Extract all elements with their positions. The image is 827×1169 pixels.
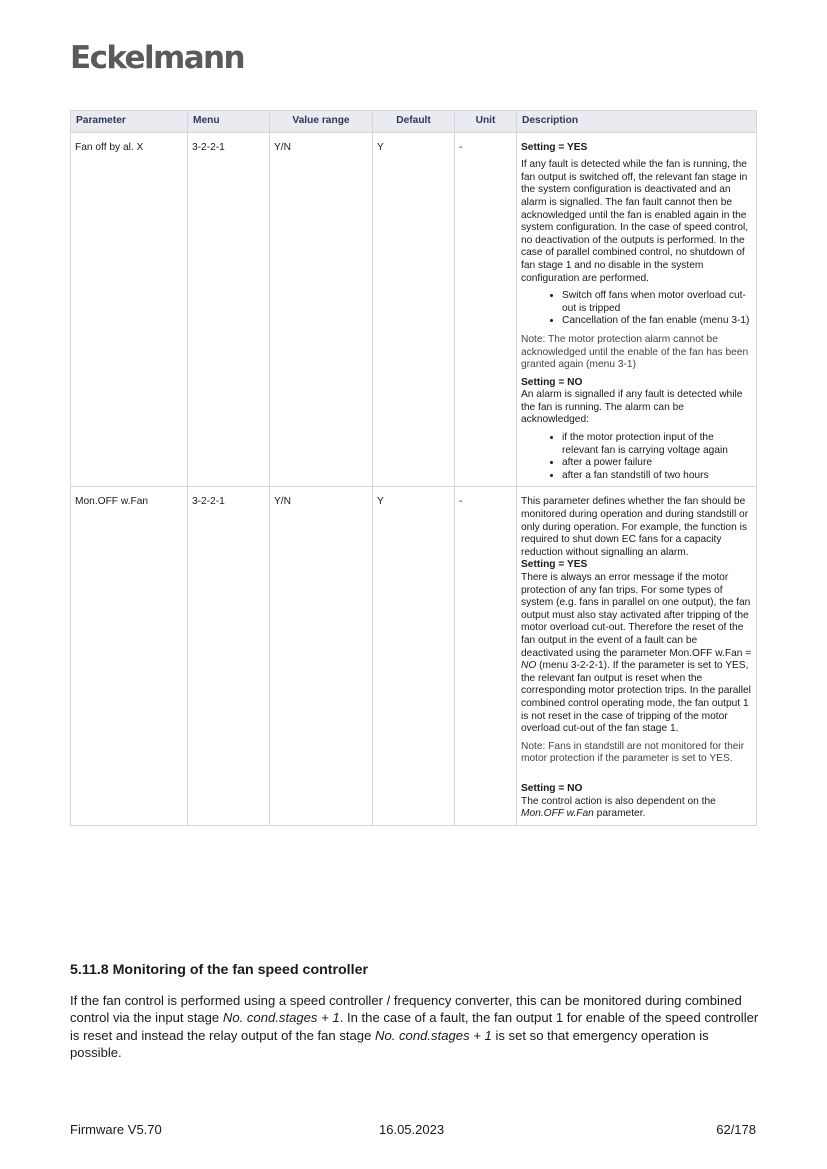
cell-parameter: Fan off by al. X: [71, 132, 188, 487]
setting-yes-text-em: NO: [521, 660, 537, 672]
col-header-default: Default: [373, 111, 455, 133]
cell-description: [517, 487, 757, 825]
col-header-description: Description: [517, 111, 757, 133]
paragraph-part-2: . In the case of a fault, the fan output 1 for enable of the speed controller is reset and instead the relay output of the fan stage: [70, 1010, 759, 1043]
setting-yes-heading: Setting = YES: [521, 559, 588, 571]
cell-parameter: Mon.OFF w.Fan: [71, 487, 188, 825]
cell-default: Y: [373, 132, 455, 487]
note-text: Note: The motor protection alarm cannot be acknowledged until the enable of the fan has been granted again (menu 3-1): [521, 333, 749, 371]
setting-no-text-em: Mon.OFF w.Fan: [521, 808, 594, 820]
setting-yes-text: [521, 572, 752, 736]
table-row: [71, 487, 757, 825]
col-header-value-range: Value range: [270, 111, 373, 133]
list-item: • after a fan standstill of two hours: [562, 470, 752, 483]
col-header-parameter: Parameter: [71, 111, 188, 133]
setting-no-text-end: parameter.: [593, 808, 646, 820]
cell-description: [517, 132, 757, 487]
setting-yes-text: If any fault is detected while the fan is running, the fan output is switched off, the relevant fan stage in the system configuration is deactivated and an alarm is signalled. The fan fault cannot then be acknowledged until the fan is enabled again in the system configuration. In the case of speed control, no deactivation of the outputs is performed. In the case of parallel combined control, no shutdown of fan stage 1 and no disable in the system configuration are performed.: [521, 159, 749, 284]
setting-yes-heading: Setting = YES: [521, 141, 588, 153]
paragraph-em-2: No. cond.stages + 1: [375, 1027, 492, 1043]
parameter-table: [70, 110, 757, 826]
list-item: • if the motor protection input of the relevant fan is carrying voltage again: [562, 432, 752, 457]
section-paragraph: [70, 992, 760, 1062]
cell-menu: 3-2-2-1: [188, 487, 270, 825]
setting-no-heading: Setting = NO: [521, 782, 583, 794]
setting-no-text-main: The control action is also dependent on the: [521, 795, 716, 807]
company-logo: Eckelmann: [70, 40, 244, 76]
paragraph-part-1: If the fan control is performed using a speed controller / frequency converter, this can be monitored during combined control via the input stage: [70, 993, 742, 1026]
cell-unit: -: [455, 132, 517, 487]
setting-yes-text-b: (menu 3-2-2-1). If the parameter is set to YES, the relevant fan output is reset when the corresponding motor protection trips. In the parallel combined control operating mode, the fan output 1 is not reset in the case of tripping of the motor overload cut-out of the fan stage 1.: [521, 660, 751, 735]
col-header-menu: Menu: [188, 111, 270, 133]
cell-value-range: Y/N: [270, 487, 373, 825]
list-item: • after a power failure: [562, 457, 752, 470]
paragraph-part-3: is set so that emergency operation is possible.: [70, 1027, 709, 1061]
setting-yes-text-a: There is always an error message if the motor protection of any fan trips. For some types of system (e.g. fans in parallel on one output), the fan output must also stay activated after tripping of the motor overload cut-out. Therefore the reset of the fan output in the event of a fault can be deactivated using the parameter Mon.OFF w.Fan =: [521, 572, 752, 659]
cell-unit: -: [455, 487, 517, 825]
cell-menu: 3-2-2-1: [188, 132, 270, 487]
list-item: • Switch off fans when motor overload cut-out is tripped: [562, 290, 752, 315]
setting-no-text: An alarm is signalled if any fault is detected while the fan is running. The alarm can be acknowledged:: [521, 389, 743, 426]
description-intro: This parameter defines whether the fan should be monitored during operation and during standstill or only during operation. For example, the function is required to shut down EC fans for a capacity reduction without signalling an alarm.: [521, 496, 749, 558]
list-item: • Cancellation of the fan enable (menu 3-1): [562, 315, 752, 328]
footer-date: 16.05.2023: [379, 1122, 445, 1137]
setting-yes-list: [521, 290, 752, 328]
section-heading: 5.11.8 Monitoring of the fan speed controller: [70, 962, 368, 978]
table-row: [71, 132, 757, 487]
footer-firmware: Firmware V5.70: [70, 1122, 162, 1137]
table-header-row: [71, 111, 757, 133]
cell-value-range: Y/N: [270, 132, 373, 487]
setting-no-heading: Setting = NO: [521, 376, 583, 388]
setting-no-text: [521, 796, 752, 821]
note-text: Note: Fans in standstill are not monitored for their motor protection if the parameter is set to YES.: [521, 740, 745, 765]
setting-no-list: [521, 432, 752, 482]
cell-default: Y: [373, 487, 455, 825]
paragraph-em-1: No. cond.stages + 1: [222, 1010, 340, 1026]
col-header-unit: Unit: [455, 111, 517, 133]
footer-page-number: 62/178: [716, 1122, 756, 1137]
